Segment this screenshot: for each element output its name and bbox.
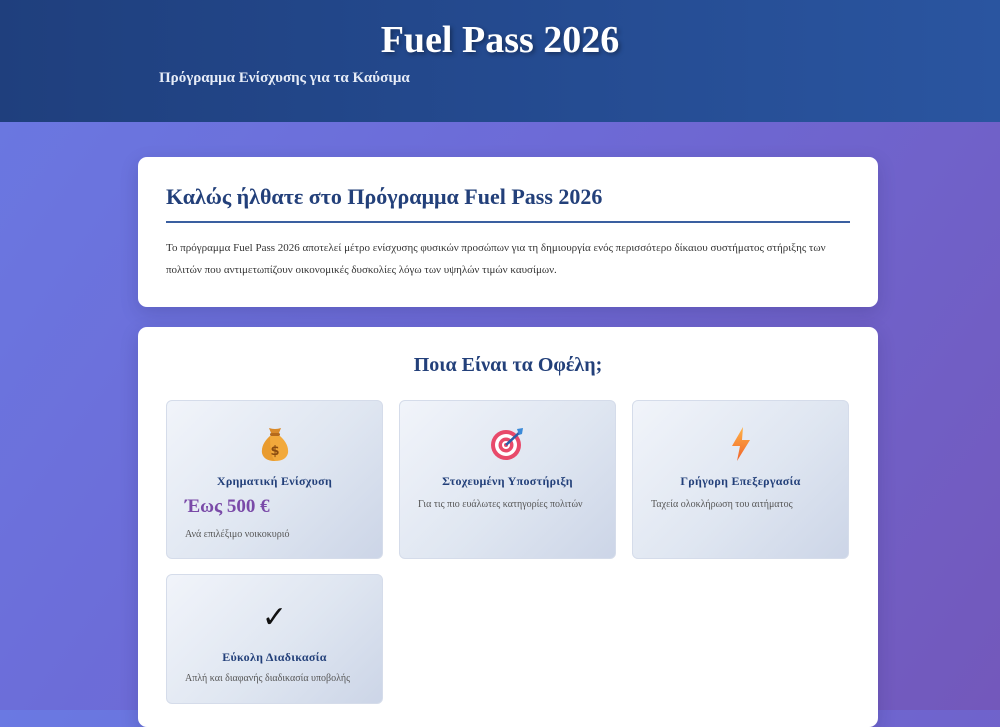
benefit-card-financial xyxy=(166,400,383,559)
benefit-title: Στοχευμένη Υποστήριξη xyxy=(442,474,573,488)
benefit-text: Απλή και διαφανής διαδικασία υποβολής xyxy=(185,673,351,684)
benefits-title: Ποια Είναι τα Οφέλη; xyxy=(413,354,603,376)
money-bag-icon xyxy=(167,425,382,463)
benefit-title: Γρήγορη Επεξεργασία xyxy=(680,474,801,488)
benefit-title: Εύκολη Διαδικασία xyxy=(222,650,327,664)
page-title: Fuel Pass 2026 xyxy=(380,19,620,61)
page-subtitle: Πρόγραμμα Ενίσχυσης για τα Καύσιμα xyxy=(159,70,410,86)
benefit-text: Για τις πιο ευάλωτες κατηγορίες πολιτών xyxy=(418,499,583,510)
welcome-divider xyxy=(166,221,850,223)
benefit-amount: Έως 500 € xyxy=(185,496,270,517)
benefit-text: Ανά επιλέξιμο νοικοκυριό xyxy=(185,529,290,540)
checkmark-icon: ✓ xyxy=(261,600,288,635)
benefit-card-targeted xyxy=(399,400,616,559)
welcome-card xyxy=(138,157,878,307)
welcome-text: Το πρόγραμμα Fuel Pass 2026 αποτελεί μέτρο ενίσχυσης φυσικών προσώπων για τη δημιουργία ενός περισσότερο δίκαιου συστήματος στήριξης των πολιτών που αντιμετωπίζουν οικονομικές δυσκολίες λόγω των υψηλών τιμών καυσίμων. xyxy=(166,242,826,276)
benefit-title: Χρηματική Ενίσχυση xyxy=(216,474,333,488)
page-header xyxy=(0,0,1000,122)
lightning-icon xyxy=(633,425,848,463)
svg-text:$: $ xyxy=(269,444,280,459)
target-icon xyxy=(400,425,615,463)
benefit-card-easy xyxy=(166,574,383,704)
benefit-card-fast xyxy=(632,400,849,559)
welcome-title: Καλώς ήλθατε στο Πρόγραμμα Fuel Pass 2026 xyxy=(166,184,603,209)
benefit-text: Ταχεία ολοκλήρωση του αιτήματος xyxy=(651,499,793,510)
benefits-card xyxy=(138,327,878,727)
